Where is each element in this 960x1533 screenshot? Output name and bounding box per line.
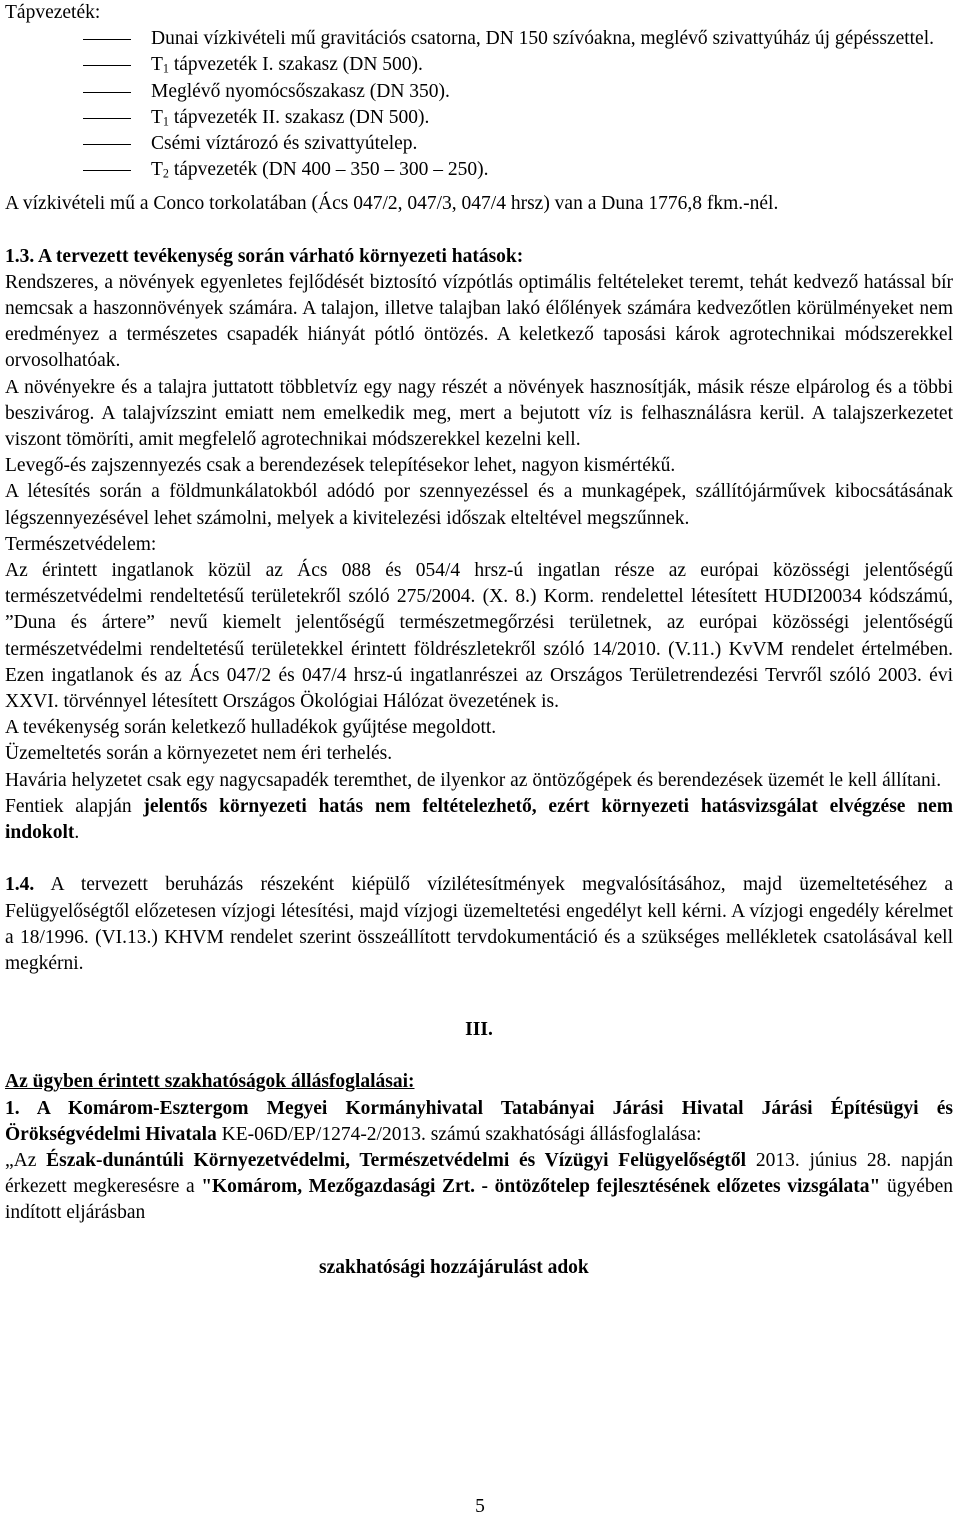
list-item: Dunai vízkivételi mű gravitációs csatorna, DN 150 szívóakna, meglévő szivattyúház új gépésszettel. xyxy=(151,28,935,50)
approval-statement: szakhatósági hozzájárulást adok xyxy=(319,1256,589,1278)
section-1-4-paragraph: 1.4. A tervezett beruházás részeként kiépülő vízilétesítmények megvalósításához, majd üzemeltetéséhez a Felügyelőségtől előzetesen vízjogi létesítési, majd vízjogi üzemeltetési engedélyt kell kérni. A vízjogi engedély kérelmet a 18/1996. (VI.13.) KHVM rendelet szerint összeállított tervdokumentáció és a szükséges mellékletek csatolásával kell megkérni. xyxy=(5,874,953,974)
document-page xyxy=(5,0,953,1281)
location-paragraph: A vízkivételi mű a Conco torkolatában (Ács 047/2, 047/3, 047/4 hrsz) van a Duna 1776,8 fkm.-nél. xyxy=(5,193,779,215)
paragraph: A növényekre és a talajra juttatott többletvíz egy nagy részét a növények hasznosítják, másik része elpárolog és a többi beszivárog. A talajvízszint emiatt nem emelkedik meg, mert a bejutott víz is felhasználásra kerül. A talajszerkezetet viszont tömöríti, amit megfelelő agrotechnikai módszerekkel kezelni kell. xyxy=(5,376,953,451)
paragraph: Üzemeltetés során a környezetet nem éri terhelés. xyxy=(5,743,393,765)
list-item: Csémi víztározó és szivattyútelep. xyxy=(151,133,418,155)
termeszetvedelem-label: Természetvédelem: xyxy=(5,533,157,555)
section-heading-1-3: 1.3. A tervezett tevékenység során várható környezeti hatások: xyxy=(5,245,524,267)
section-subtitle: Az ügyben érintett szakhatóságok állásfoglalásai: xyxy=(5,1071,415,1093)
tapvezetek-label: Tápvezeték: xyxy=(5,2,101,23)
list-item: $T_1$ tápvezeték II. szakasz (DN 500). xyxy=(151,106,430,129)
section-title-III: III. xyxy=(465,1019,493,1041)
paragraph: Levegő-és zajszennyezés csak a berendezések telepítésekor lehet, nagyon kismértékű. xyxy=(5,455,676,477)
paragraph: A tevékenység során keletkező hulladékok gyűjtése megoldott. xyxy=(5,717,497,739)
list-item: $T_2$ tápvezeték (DN 400 – 350 – 300 – 250). xyxy=(151,159,489,181)
page-number: 5 xyxy=(475,1496,485,1517)
list-item: $T_1$ tápvezeték I. szakasz (DN 500). xyxy=(151,54,423,77)
authority-item-1: 1. A Komárom-Esztergom Megyei Kormányhivatal Tatabányai Járási Hivatal Járási Építésügyi és Örökségvédelmi Hivatala KE-06D/EP/1274-2/2013. számú szakhatósági állásfoglalása: xyxy=(5,1097,953,1145)
list-item: Meglévő nyomócsőszakasz (DN 350). xyxy=(151,80,450,102)
paragraph: Az érintett ingatlanok közül az Ács 088 és 054/4 hrsz-ú ingatlan része az európai közösségi jelentőségű természetvédelmi rendeltetésű területekről szóló 275/2004. (X. 8.) Korm. rendelettel létesített HUDI20034 kódszámú, ”Duna és ártere” nevű kiemelt jelentőségű természetmegőrzési területnek, az európai közösségi jelentőségű természetvédelmi rendeltetésű területekkel érintett földrészletekről szóló 14/2010. (V.11.) KvVM rendelet értelmében. Ezen ingatlanok és az Ács 047/2 és 047/4 hrsz-ú ingatlanrészei az Országos Területrendezési Tervről szóló 2003. évi XXVI. törvénnyel létesített Országos Ökológiai Hálózat övezetének is. xyxy=(5,560,953,713)
paragraph: A létesítés során a földmunkálatokból adódó por szennyezéssel és a munkagépek, szállítójárművek kibocsátásának légszennyezésével lehet számolni, melyek a kivitelezési időszak elteltével megszűnnek. xyxy=(5,481,953,529)
paragraph: Rendszeres, a növények egyenletes fejlődését biztosító vízpótlás optimális feltételeket teremt, tehát kedvező hatással bír nemcsak a haszonnövények számára. A talajon, illetve talajban lakó élőlények számára kedvezőtlen körülményeket nem eredményez a természetes csapadék hiányát pótló öntözés. A keletkező taposási károk agrotechnikai módszerekkel orvosolhatóak. xyxy=(5,271,953,372)
paragraph: Havária helyzetet csak egy nagycsapadék teremthet, de ilyenkor az öntözőgépek és berendezések üzemét le kell állítani. xyxy=(5,769,942,791)
quote-paragraph: „Az Észak-dunántúli Környezetvédelmi, Természetvédelmi és Vízügyi Felügyelőségtől 2013. június 28. napján érkezett megkeresésre a "Komárom, Mezőgazdasági Zrt. - öntözőtelep fejlesztésének előzetes vizsgálata" ügyében indított eljárásban xyxy=(5,1149,954,1224)
tapvezetek-list xyxy=(5,26,953,183)
conclusion-paragraph: Fentiek alapján jelentős környezeti hatás nem feltételezhető, ezért környezeti hatásvizsgálat elvégzése nem indokolt. xyxy=(5,795,953,844)
